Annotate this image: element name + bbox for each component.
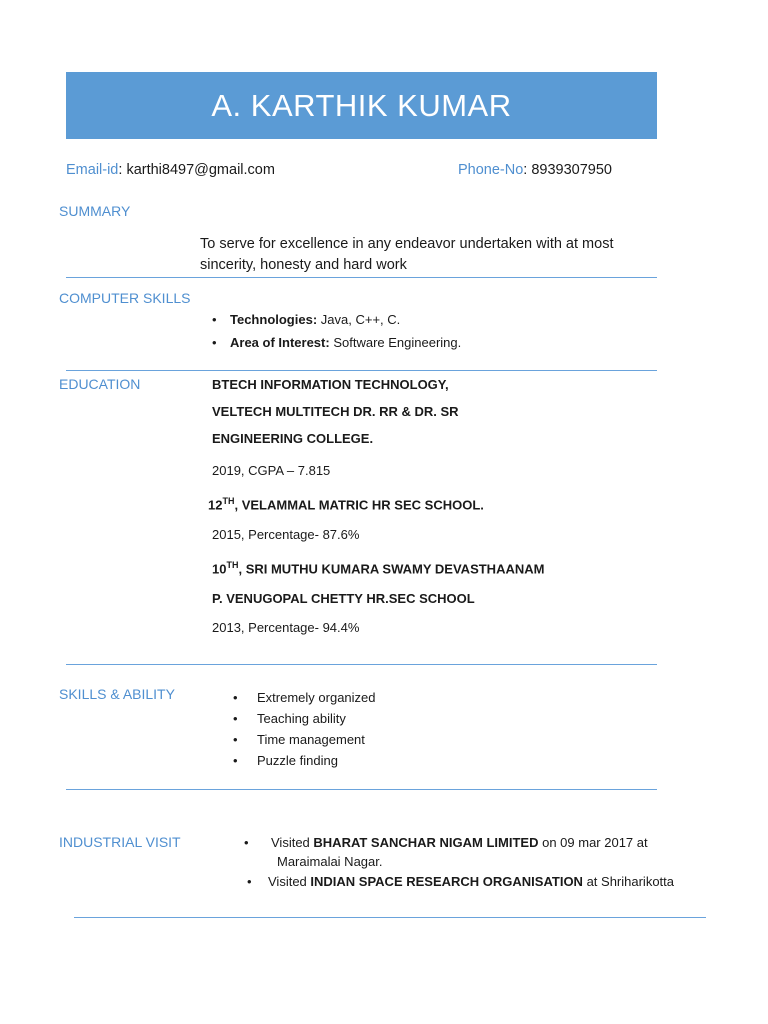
computer-skills-heading: COMPUTER SKILLS [59, 290, 191, 306]
name-banner [66, 72, 657, 139]
summary-text [200, 234, 613, 276]
divider [66, 370, 657, 371]
phone-value: 8939307950 [531, 162, 613, 178]
summary-heading: SUMMARY [59, 203, 131, 219]
divider [66, 277, 657, 278]
btech-line-1: BTECH INFORMATION TECHNOLOGY, [212, 377, 449, 392]
twelfth-school: 12TH, VELAMMAL MATRIC HR SEC SCHOOL. [208, 496, 484, 513]
phone-label: Phone-No [458, 162, 524, 178]
tenth-school-line-1: 10TH, SRI MUTHU KUMARA SWAMY DEVASTHAANAM [212, 560, 545, 577]
btech-detail: 2019, CGPA – 7.815 [212, 463, 331, 478]
divider [74, 917, 706, 918]
email-row: Email-id: karthi8497@gmail.com [66, 162, 275, 178]
tenth-school-line-2: P. VENUGOPAL CHETTY HR.SEC SCHOOL [212, 591, 475, 606]
divider [66, 789, 657, 790]
skills-list [233, 687, 376, 771]
phone-row: Phone-No: 8939307950 [458, 162, 613, 178]
technologies-label: Technologies: [230, 312, 318, 327]
list-item: • Teaching ability [233, 711, 346, 726]
summary-line-1: To serve for excellence in any endeavor undertaken with at most [200, 236, 614, 252]
btech-line-3: ENGINEERING COLLEGE. [212, 431, 374, 446]
twelfth-detail: 2015, Percentage- 87.6% [212, 527, 360, 542]
list-item: • Puzzle finding [233, 753, 338, 768]
list-item: • Time management [233, 732, 365, 747]
email-label: Email-id [66, 162, 119, 178]
list-item: • Area of Interest: Software Engineering. [212, 335, 462, 350]
candidate-name: A. KARTHIK KUMAR [211, 87, 512, 123]
summary-line-2: sincerity, honesty and hard work [200, 257, 407, 273]
skills-heading: SKILLS & ABILITY [59, 686, 175, 702]
email-value[interactable]: karthi8497@gmail.com [126, 162, 275, 178]
computer-skills-list [212, 308, 461, 354]
tenth-detail: 2013, Percentage- 94.4% [212, 620, 360, 635]
visit-item-2: • Visited INDIAN SPACE RESEARCH ORGANISATION at Shriharikotta [247, 874, 674, 889]
divider [66, 664, 657, 665]
list-item: • Extremely organized [233, 690, 376, 705]
industrial-visit-heading: INDUSTRIAL VISIT [59, 834, 181, 850]
technologies-value: Java, C++, C. [320, 312, 401, 327]
interest-label: Area of Interest: [230, 335, 330, 350]
list-item: • Technologies: Java, C++, C. [212, 312, 401, 327]
interest-value: Software Engineering. [333, 335, 462, 350]
visit-item-1-line-2: Maraimalai Nagar. [277, 854, 383, 869]
visit-item-1: • Visited BHARAT SANCHAR NIGAM LIMITED on 09 mar 2017 at [244, 835, 648, 850]
education-heading: EDUCATION [59, 376, 141, 392]
btech-line-2: VELTECH MULTITECH DR. RR & DR. SR [212, 404, 459, 419]
